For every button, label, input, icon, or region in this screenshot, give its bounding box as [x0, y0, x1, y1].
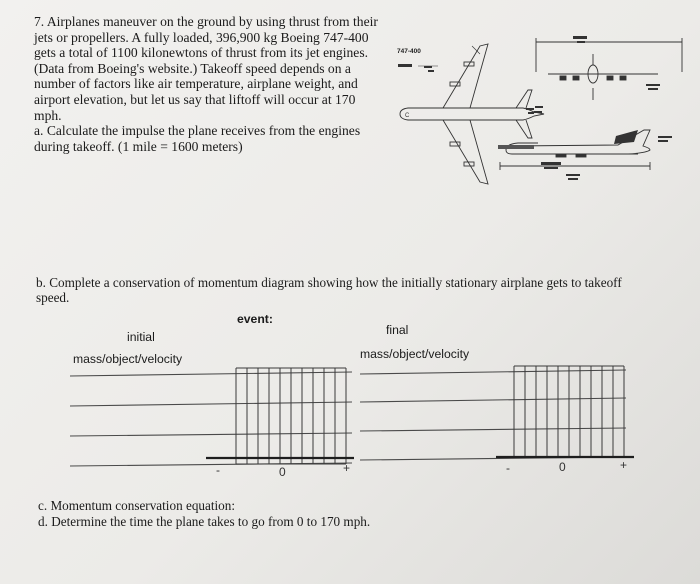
final-axis-zero: 0 [559, 460, 566, 474]
initial-axis-minus: - [216, 463, 220, 477]
initial-axis-zero: 0 [279, 465, 286, 479]
part-c-text: c. Momentum conservation equation: [38, 498, 236, 513]
initial-axis-plus: + [343, 461, 351, 475]
event-label: event: [237, 312, 273, 326]
final-axis-minus: - [506, 461, 510, 475]
final-axis-plus: + [620, 458, 628, 472]
svg-text:C: C [405, 113, 410, 119]
parts-c-d-block [38, 498, 538, 529]
initial-row-line [70, 402, 352, 406]
problem-intro: 7. Airplanes maneuver on the ground by using thrust from their jets or propellers. A fully loaded, 396,900 kg Boeing 747-400 gets a total of 1100 kilonewtons of thrust from its jet engines. (Data from Boeing's website.) Takeoff speed depends on a number of factors like air temperature, airplane weight, and airport elevation, but let us say that liftoff will occur at 170 mph. [34, 14, 378, 123]
initial-momentum-grid [66, 366, 356, 484]
final-row-line [360, 398, 626, 402]
top-view-airplane-icon [400, 44, 544, 184]
part-d-text: d. Determine the time the plane takes to go from 0 to 170 mph. [38, 513, 371, 529]
front-view-airplane-icon [536, 38, 682, 100]
initial-subheading: mass/object/velocity [73, 352, 183, 366]
initial-heading: initial [127, 330, 155, 344]
final-momentum-grid [356, 358, 638, 476]
problem-text-block [34, 14, 379, 154]
model-label: 747-400 [397, 48, 421, 55]
final-row-line [360, 370, 626, 374]
final-row-line [360, 428, 626, 431]
problem-part-a: a. Calculate the impulse the plane receives from the engines during takeoff. (1 mile = 1600 meters) [34, 123, 361, 154]
final-subheading: mass/object/velocity [360, 347, 470, 361]
initial-row-line [70, 433, 352, 436]
final-heading: final [386, 323, 409, 337]
boeing-747-diagram [388, 26, 688, 202]
initial-row-line [70, 372, 352, 376]
part-b-text: b. Complete a conservation of momentum diagram showing how the initially stationary airplane gets to takeoff speed. [36, 275, 622, 305]
